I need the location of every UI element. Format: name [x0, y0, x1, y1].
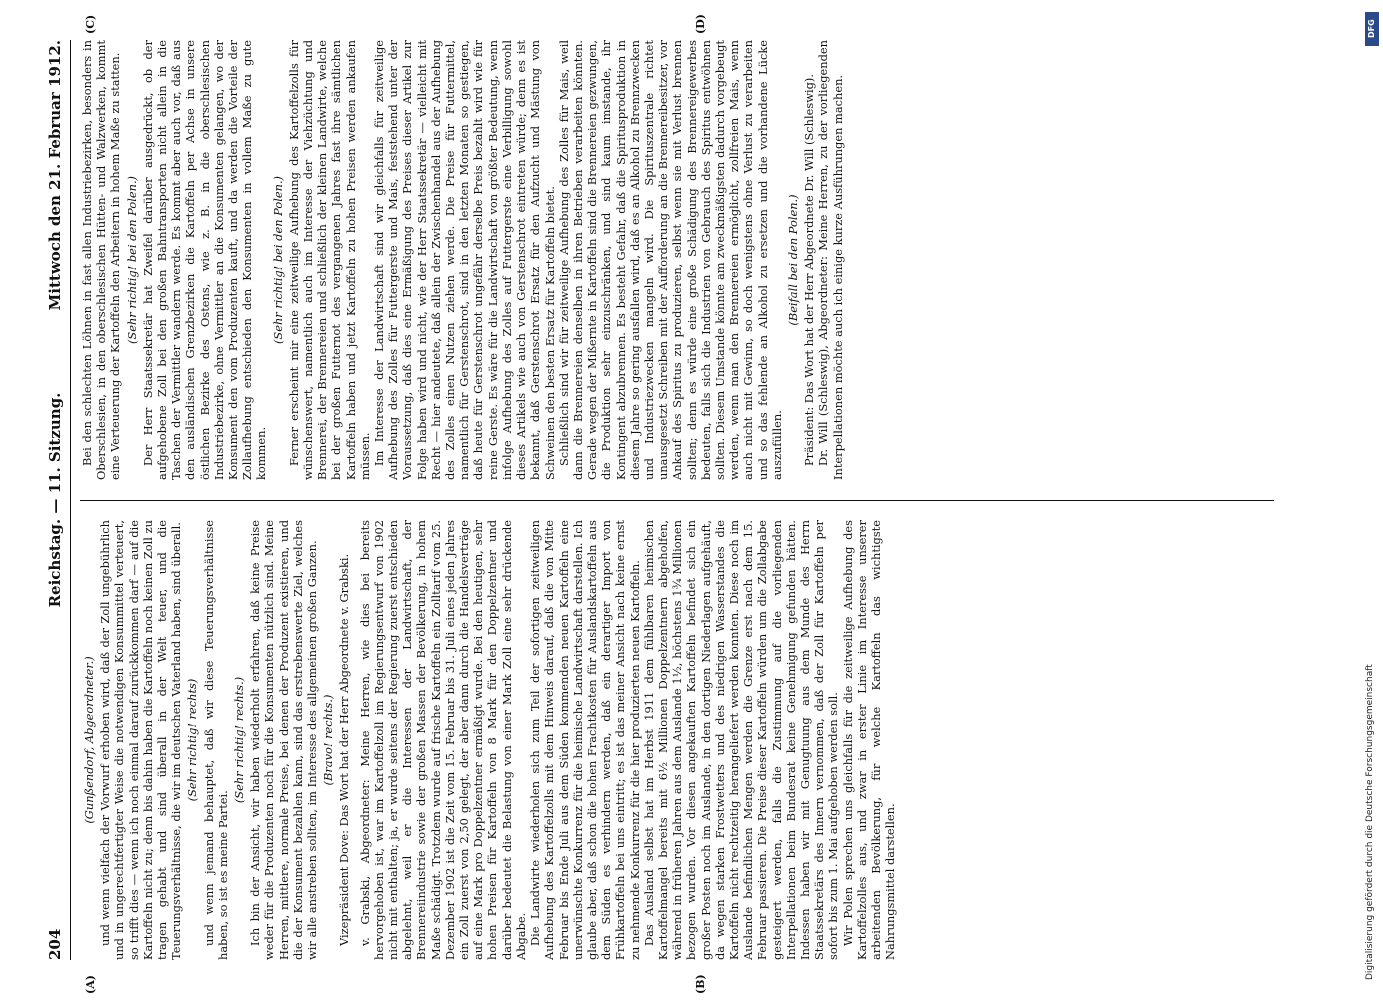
interjection: (Sehr richtig! rechts)	[185, 678, 200, 802]
paragraph: Vizepräsident Dove: Das Wort hat der Herr Abgeordnete v. Grabski.	[337, 553, 352, 946]
interjection: (Sehr richtig! bei den Polen.)	[270, 175, 285, 345]
paragraph: Der Herr Staatssekretär hat Zweifel darüber ausgedrückt, ob der aufgehobene Zoll bei den großen Bahntransporten nicht allein in die Taschen der Vermittler wandern werde. Es kommt aber auch vor, daß aus den ausländischen Grenzbezirken die Kartoffeln per Achse in unsere östlichen Bezirke des Ostens, wie z. B. in die oberschlesischen Industriebezirke, ohne Vermittler an die Konsumenten gelangen, wo der Konsument den vom Produzenten kauft, und da werden die Vorteile der Zollaufhebung entschieden den Konsumenten in vollem Maße zu gute kommen.	[140, 40, 269, 480]
session-title: Reichstag. — 11. Sitzung.	[46, 392, 64, 608]
paragraph: Schließlich sind wir für zeitweilige Aufhebung des Zolles für Mais, weil dann die Brennereien denselben in ihren Betrieben verarbeiten könnten. Gerade wegen der Mißernte in Kartoffeln sind die Brennereien gezwungen, die Produktion sehr einzuschränken, und sind kaum imstande, ihr Kontingent abzubrennen. Es besteht Gefahr, daß die Spiritusproduktion in diesem Jahre so gering ausfallen wird, daß es an Alkohol zu Brennzwecken und Industriezwecken mangeln wird. Die Spirituszentrale richtet unausgesetzt Schreiben mit der Aufforderung an die Brennereibesitzer, vor Ankauf des Spiritus zu produzieren, selbst wenn sie mit Verlust brennen sollten; denn es würde eine große Schädigung des Brennereigewerbes bedeuten, falls sich die Industrien von Gebrauch des Spiritus entwöhnen sollten. Diesem Umstande könnte am zweckmäßigsten dadurch vorgebeugt werden, wenn man den Brennereien ermöglicht, zollfreien Mais, wenn auch nicht mit Gewinn, so doch wenigstens ohne Verlust zu verarbeiten und so das fehlende an Alkohol zu ersetzen und die vorhandene Lücke auszufüllen.	[556, 40, 784, 480]
margin-mark-d: (D)	[694, 14, 707, 34]
column-divider	[80, 500, 1274, 501]
margin-mark-b: (B)	[694, 974, 707, 994]
paragraph: Bei den schlechten Löhnen in fast allen Industriebezirken, besonders in Oberschlesien, in den oberschlesischen Hütten- und Walzwerken, kommt eine Verteuerung der Kartoffeln den Arbeitern in hohem Maße zu statten.	[80, 40, 123, 480]
digitization-sidebar	[1364, 10, 1382, 990]
paragraph: Im Interesse der Landwirtschaft sind wir gleichfalls für zeitweilige Aufhebung des Zolles für Futtergerste und Mais, feststehend unter der Voraussetzung, daß dies eine Ermäßigung des Preises dieser Artikel zur Folge haben wird und nicht, wie der Herr Staatssekretär — vielleicht mit Recht — hier andeutete, daß allein der Zwischenhandel aus der Aufhebung des Zolles einen Nutzen ziehen werde. Die Preise für Futtermittel, namentlich für Gerstenschrot, sind in den letzten Monaten so gestiegen, daß heute für Gerstenschrot ungefähr derselbe Preis bezahlt wird wie für reine Gerste. Es wäre für die Landwirtschaft von größter Bedeutung, wenn infolge Aufhebung des Zolles auf Futtergerste eine Verbilligung sowohl dieses Artikels wie auch von Gerstenschrot eintreten würde; denn es ist bekannt, daß Gerstenschrot Ersatz für den Aufzucht und Mästung von Schweinen den besten Ersatz für Kartoffeln bietet.	[372, 40, 557, 480]
page-header	[44, 40, 71, 960]
interjection: (Beifall bei den Polen.)	[785, 194, 800, 326]
right-text-column	[80, 40, 1274, 480]
interjection: (Sehr richtig! bei den Polen.)	[124, 175, 139, 345]
paragraph: Wir Polen sprechen uns gleichfalls für die zeitweilige Aufhebung des Kartoffelzolles aus, und zwar in erster Linie im Interesse unserer arbeitenden Bevölkerung, für welche Kartoffeln das wichtigste Nahrungsmittel darstellen.	[840, 520, 898, 960]
paragraph: Das Ausland selbst hat im Herbst 1911 dem fühlbaren heimischen Kartoffelmangel bereits mit 6½ Millionen Doppelzentnern abgeholfen, während in früheren Jahren aus dem Auslande 1½, höchstens 1¾ Millionen bezogen wurden. Vor diesen angekauften Kartoffeln befindet sich ein großer Posten noch im Auslande, in den dortigen Niederlagen aufgehäuft, da wegen starken Frostwetters und des niedrigen Wasserstandes die Kartoffeln nicht rechtzeitig herangeliefert werden konnten. Diese noch im Auslande befindlichen Mengen werden die Grenze erst nach dem 15. Februar passieren. Die Preise dieser Kartoffeln würden um die Zollabgabe gesteigert werden, falls die Zustimmung auf die vorliegenden Interpellationen beim Bundesrat keine Genehmigung gefunden hätten. Indessen haben wir mit Genugtuung aus dem Munde des Herrn Staatssekretärs des Innern vernommen, daß der Zoll für Kartoffeln per sofort bis zum 1. Mai aufgehoben werden soll.	[641, 520, 841, 960]
margin-mark-c: (C)	[84, 14, 97, 34]
paragraph: v. Grabski, Abgeordneter: Meine Herren, wie dies bei bereits hervorgehoben ist, war im Kartoffelzoll im Regierungsentwurf von 1902 nicht mit enthalten; ja, er wurde seitens der Regierung zuerst entschieden abgelehnt, weil er die Interessen der Landwirtschaft, der Brennereiindustrie sowie der großen Massen der Bevölkerung, in hohem Maße schädigt. Trotzdem wurde auf frische Kartoffeln ein Zolltarif vom 25. Dezember 1902 ist die Zeit vom 15. Februar bis 31. Juli eines jeden Jahres ein Zoll zuerst von 2,50 gelegt, der aber dann durch die Handelsverträge auf eine Mark pro Doppelzentner ermäßigt wurde. Bei den heutigen, sehr hohen Preisen für Kartoffeln von 8 Mark für den Doppelzentner und darüber bedeutet die Belastung von einer Mark Zoll eine sehr drückende Abgabe.	[357, 520, 528, 960]
paragraph: Die Landwirte wiederholen sich zum Teil der sofortigen zeitweiligen Aufhebung des Kartoffelzolls mit dem Hinweis darauf, daß die von Mitte Februar bis Ende Juli aus dem Süden kommenden neuen Kartoffeln eine unerwünschte Konkurrenz für die heimische Landwirtschaft darstellen. Ich glaube aber, daß schon die hohen Frachtkosten für Auslandskartoffeln aus dem Süden es verhindern werden, daß ein derartiger Import von Frühkartoffeln bei uns eintritt; es ist das meiner Ansicht nach keine ernst zu nehmende Konkurrenz für die hier produzierten neuen Kartoffeln.	[528, 520, 642, 960]
paragraph: Präsident: Das Wort hat der Herr Abgeordnete Dr. Will (Schleswig).	[802, 74, 817, 466]
interjection: (Sehr richtig! rechts.)	[232, 676, 247, 804]
left-text-column	[80, 520, 1274, 960]
paragraph: Ich bin der Ansicht, wir haben wiederholt erfahren, daß keine Preise weder für die Produzenten noch für die Konsumenten nützlich sind. Meine Herren, mittlere, normale Preise, bei denen der Produzent existieren, und die der Konsument bezahlen kann, sind das erstrebenswerte Ziel, welches wir alle anstreben sollten, im Interesse des allgemeinen großen Ganzen.	[248, 520, 320, 960]
interjection: (Gunßendorf, Abgeordneter.)	[82, 656, 96, 824]
digitization-credit: Digitalisierung gefördert durch die Deutsche Forschungsgemeinschaft	[1365, 664, 1375, 980]
page-content	[44, 14, 1274, 994]
paragraph: und wenn vielfach der Vorwurf erhoben wird, daß der Zoll ungebührlich und in ungerechtfertigter Weise die notwendigen Konsummittel verteuert, so trifft dies — wenn ich noch einmal darauf zurückkommen darf — auf die Kartoffeln nicht zu; denn bis dahin haben die Kartoffeln noch keinen Zoll zu tragen gehabt und sind überall in der Welt teuer, und die Teuerungsverhältnisse, die wir im deutschen Vaterland haben, sind überall.	[98, 520, 184, 960]
margin-mark-a: (A)	[84, 975, 97, 994]
session-date: Mittwoch den 21. Februar 1912.	[46, 40, 64, 311]
interjection: (Bravo! rechts.)	[321, 694, 336, 786]
paragraph: Dr. Will (Schleswig), Abgeordneter: Meine Herren, zu der vorliegenden Interpellationen möchte auch ich einige kurze Ausführungen machen.	[816, 40, 845, 480]
dfg-logo-icon: DFG	[1365, 12, 1379, 46]
paragraph: und wenn jemand behauptet, daß wir diese Teuerungsverhältnisse haben, so ist es meine Partei.	[201, 520, 230, 960]
page-number: 204	[46, 928, 64, 960]
paragraph: Ferner erscheint mir eine zeitweilige Aufhebung des Kartoffelzolls für wünschenswert, namentlich auch im Interesse der Viehzüchtung und Brennerei, der Brennereien und schließlich der kleinen Landwirte, welche bei der großen Futternot des vergangenen Jahres fast ihre sämtlichen Kartoffeln haben und jetzt Kartoffeln zu hohen Preisen werden ankaufen müssen.	[286, 40, 372, 480]
